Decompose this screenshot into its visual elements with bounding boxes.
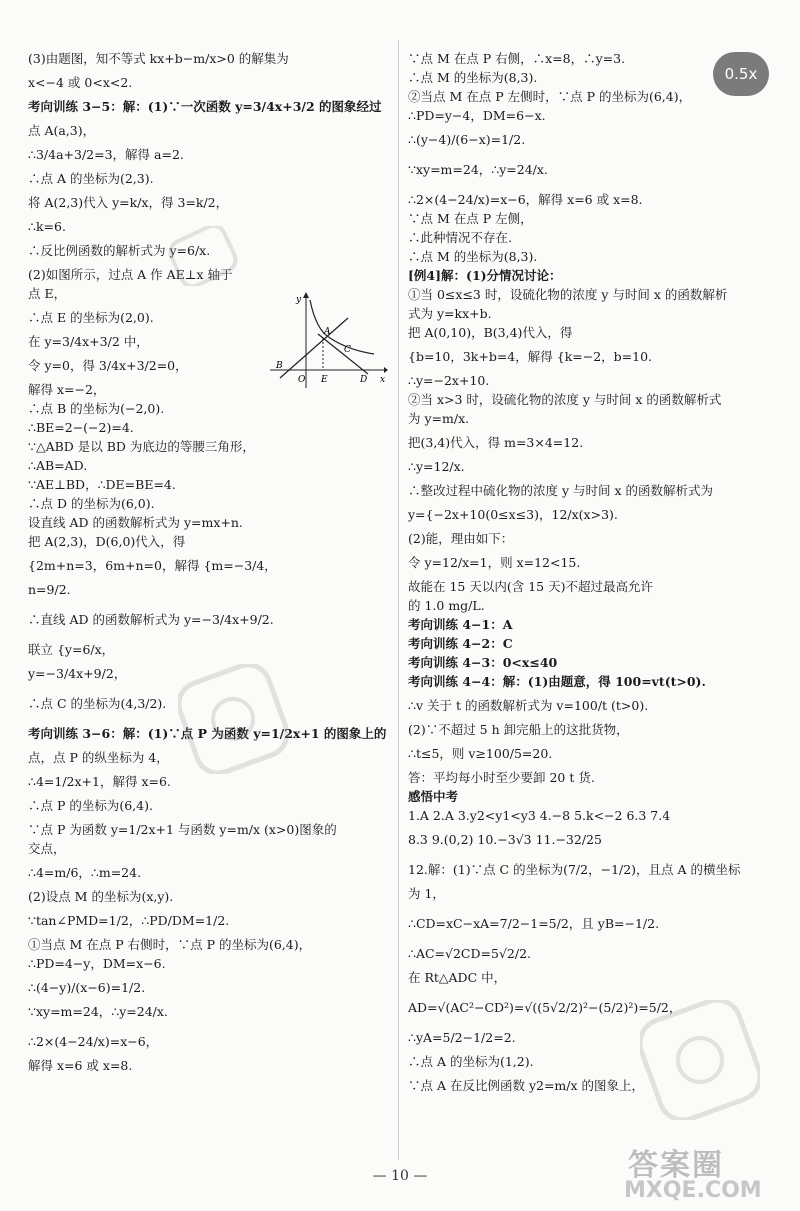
- text-line: ∴t≤5，则 v≥100/5=20.: [408, 746, 553, 761]
- text-line: AD=√(AC²−CD²)=√((5√2/2)²−(5/2)²)=5/2，: [408, 1000, 682, 1015]
- section-heading: 考向训练 3−6：解：(1)∵点 P 为函数 y=1/2x+1 的图象上的: [28, 726, 387, 741]
- answer-list: 8.3 9.(0,2) 10.−3√3 11.−32/25: [408, 832, 602, 847]
- page-number: — 10 —: [372, 1168, 428, 1184]
- text-line: 为 y=m/x.: [408, 411, 470, 426]
- text-line: ∴4=m/6，∴m=24.: [28, 865, 142, 880]
- text-line: 在 y=3/4x+3/2 中，: [28, 334, 149, 349]
- text-line: y={−2x+10(0≤x≤3)，12/x(x>3).: [408, 507, 618, 522]
- hyperbola-curve: [310, 300, 374, 354]
- text-line: 交点，: [28, 841, 66, 856]
- text-line: ∵点 P 为函数 y=1/2x+1 与函数 y=m/x (x>0)图象的: [28, 822, 337, 837]
- label-A: A: [324, 327, 331, 337]
- y-axis-arrow: [303, 292, 309, 298]
- text-line: ∴2×(4−24/x)=x−6，解得 x=6 或 x=8.: [408, 192, 643, 207]
- text-line: ∴点 D 的坐标为(6,0).: [28, 496, 155, 511]
- text-line: 的 1.0 mg/L.: [408, 598, 485, 613]
- section-heading: 考向训练 3−5：解：(1)∵一次函数 y=3/4x+3/2 的图象经过: [28, 99, 382, 114]
- left-column: [28, 52, 388, 1073]
- text-line: ∴y=12/x.: [408, 459, 465, 474]
- text-line: ∵点 M 在点 P 左侧，: [408, 211, 533, 226]
- text-line: ∴(4−y)/(x−6)=1/2.: [28, 980, 146, 995]
- text-line: ∵点 A 在反比例函数 y2=m/x 的图象上，: [408, 1078, 645, 1093]
- text-line: 把 A(0,10)，B(3,4)代入，得: [408, 325, 573, 340]
- text-line: 将 A(2,3)代入 y=k/x，得 3=k/2，: [28, 195, 229, 210]
- zoom-level-button[interactable]: 0.5x: [713, 52, 769, 96]
- text-line: 解得 x=−2，: [28, 382, 106, 397]
- function-graph-svg: [268, 290, 388, 390]
- label-D: D: [360, 375, 368, 385]
- text-line: {2m+n=3，6m+n=0，解得 {m=−3/4，: [28, 558, 277, 573]
- text-line: x<−4 或 0<x<2.: [28, 75, 133, 90]
- text-line: 令 y=12/x=1，则 x=12<15.: [408, 555, 581, 570]
- text-line: ∵AE⊥BD，∴DE=BE=4.: [28, 477, 176, 492]
- text-line: {b=10，3k+b=4，解得 {k=−2，b=10.: [408, 349, 653, 364]
- text-line: ∴点 A 的坐标为(2,3).: [28, 171, 154, 186]
- text-line: ∴PD=4−y，DM=x−6.: [28, 956, 166, 971]
- line-AD: [318, 334, 368, 374]
- watermark-stamp: [168, 226, 238, 290]
- text-line: ∴AB=AD.: [28, 458, 88, 473]
- text-line: ∵xy=m=24，∴y=24/x.: [28, 1004, 168, 1019]
- text-line: 联立 {y=6/x，: [28, 642, 115, 657]
- label-O: O: [298, 375, 306, 385]
- text-line: ∴点 M 的坐标为(8,3).: [408, 70, 538, 85]
- text-line: 解得 x=6 或 x=8.: [28, 1058, 133, 1073]
- text-line: (3)由题图，知不等式 kx+b−m/x>0 的解集为: [28, 51, 289, 66]
- text-line: 为 1，: [408, 886, 445, 901]
- text-line: n=9/2.: [28, 582, 71, 597]
- right-column: [408, 52, 780, 1093]
- label-C: C: [344, 345, 351, 355]
- text-line: ∴AC=√2CD=5√2/2.: [408, 946, 532, 961]
- label-B: B: [276, 361, 283, 371]
- section-heading: 感悟中考: [408, 789, 459, 804]
- text-line: 点 A(a,3)，: [28, 123, 96, 138]
- text-line: ∵xy=m=24，∴y=24/x.: [408, 162, 548, 177]
- text-line: ∴y=−2x+10.: [408, 373, 490, 388]
- exercise-answer: 考向训练 4−2：C: [408, 636, 513, 651]
- text-line: ①当点 M 在点 P 右侧时，∵点 P 的坐标为(6,4)，: [28, 937, 312, 952]
- column-divider: [398, 40, 399, 1160]
- text-line: ∴直线 AD 的函数解析式为 y=−3/4x+9/2.: [28, 612, 274, 627]
- text-line: ∵△ABD 是以 BD 为底边的等腰三角形，: [28, 439, 255, 454]
- text-line: ①当 0≤x≤3 时，设硫化物的浓度 y 与时间 x 的函数解析: [408, 287, 728, 302]
- label-y: y: [296, 295, 302, 305]
- text-line: ∴CD=xC−xA=7/2−1=5/2，且 yB=−1/2.: [408, 916, 660, 931]
- text-line: (2)∵不超过 5 h 卸完船上的这批货物，: [408, 722, 629, 737]
- text-line: ②当点 M 在点 P 左侧时，∵点 P 的坐标为(6,4)，: [408, 89, 692, 104]
- text-line: ∴点 M 的坐标为(8,3).: [408, 249, 538, 264]
- text-line: ∴(y−4)/(6−x)=1/2.: [408, 132, 526, 147]
- text-line: (2)如图所示，过点 A 作 AE⊥x 轴于: [28, 267, 233, 282]
- text-line: ∴点 E 的坐标为(2,0).: [28, 310, 154, 325]
- watermark-stamp: [640, 1000, 760, 1124]
- text-line: 把 A(2,3)，D(6,0)代入，得: [28, 534, 186, 549]
- text-line: ∴v 关于 t 的函数解析式为 v=100/t (t>0).: [408, 698, 649, 713]
- label-E: E: [321, 375, 328, 385]
- watermark-stamp: [178, 664, 288, 778]
- text-line: 点，点 P 的纵坐标为 4，: [28, 750, 169, 765]
- text-line: ∴4=1/2x+1，解得 x=6.: [28, 774, 171, 789]
- text-line: ∴2×(4−24/x)=x−6，: [28, 1034, 159, 1049]
- exercise-answer: 考向训练 4−1：A: [408, 617, 513, 632]
- text-line: ∴整改过程中硫化物的浓度 y 与时间 x 的函数解析式为: [408, 483, 714, 498]
- text-line: ∴点 P 的坐标为(6,4).: [28, 798, 153, 813]
- text-line: 答：平均每小时至少要卸 20 t 货.: [408, 770, 595, 785]
- text-line: 在 Rt△ADC 中，: [408, 970, 507, 985]
- text-line: 令 y=0，得 3/4x+3/2=0，: [28, 358, 188, 373]
- text-line: (2)能，理由如下：: [408, 531, 514, 546]
- text-line: y=−3/4x+9/2，: [28, 666, 127, 681]
- text-line: ②当 x>3 时，设硫化物的浓度 y 与时间 x 的函数解析式: [408, 392, 722, 407]
- text-line: ∴点 C 的坐标为(4,3/2).: [28, 696, 167, 711]
- text-line: ∴PD=y−4，DM=6−x.: [408, 108, 546, 123]
- exercise-answer: 考向训练 4−3：0<x≤40: [408, 655, 558, 670]
- text-line: (2)设点 M 的坐标为(x,y).: [28, 889, 174, 904]
- text-line: 点 E，: [28, 286, 67, 301]
- text-line: ∴3/4a+3/2=3，解得 a=2.: [28, 147, 184, 162]
- text-line: ∴反比例函数的解析式为 y=6/x.: [28, 243, 211, 258]
- text-line: ∵点 M 在点 P 右侧，∴x=8，∴y=3.: [408, 51, 626, 66]
- x-axis-arrow: [384, 367, 388, 373]
- answer-list: 1.A 2.A 3.y2<y1<y3 4.−8 5.k<−2 6.3 7.4: [408, 808, 671, 823]
- line-AB: [280, 318, 348, 378]
- text-line: 设直线 AD 的函数解析式为 y=mx+n.: [28, 515, 243, 530]
- site-logo-watermark: 答案圈: [628, 1148, 724, 1183]
- site-url-watermark: MXQE.COM: [624, 1178, 762, 1203]
- text-line: ∴yA=5/2−1/2=2.: [408, 1030, 516, 1045]
- text-line: 把(3,4)代入，得 m=3×4=12.: [408, 435, 584, 450]
- text-line: ∴点 B 的坐标为(−2,0).: [28, 401, 165, 416]
- text-line: ∵tan∠PMD=1/2，∴PD/DM=1/2.: [28, 913, 230, 928]
- section-heading: [例4]解：(1)分情况讨论：: [408, 268, 562, 283]
- text-line: ∴此种情况不存在.: [408, 230, 512, 245]
- text-line: ∴点 A 的坐标为(1,2).: [408, 1054, 534, 1069]
- text-line: 式为 y=kx+b.: [408, 306, 492, 321]
- label-x: x: [380, 375, 386, 385]
- text-line: 故能在 15 天以内(含 15 天)不超过最高允许: [408, 579, 653, 594]
- text-line: ∴BE=2−(−2)=4.: [28, 420, 134, 435]
- section-heading: 考向训练 4−4：解：(1)由题意，得 100=vt(t>0).: [408, 674, 706, 689]
- text-line: ∴k=6.: [28, 219, 66, 234]
- text-line: 12.解：(1)∵点 C 的坐标为(7/2，−1/2)，且点 A 的横坐标: [408, 862, 741, 877]
- function-graph-figure: [268, 290, 388, 390]
